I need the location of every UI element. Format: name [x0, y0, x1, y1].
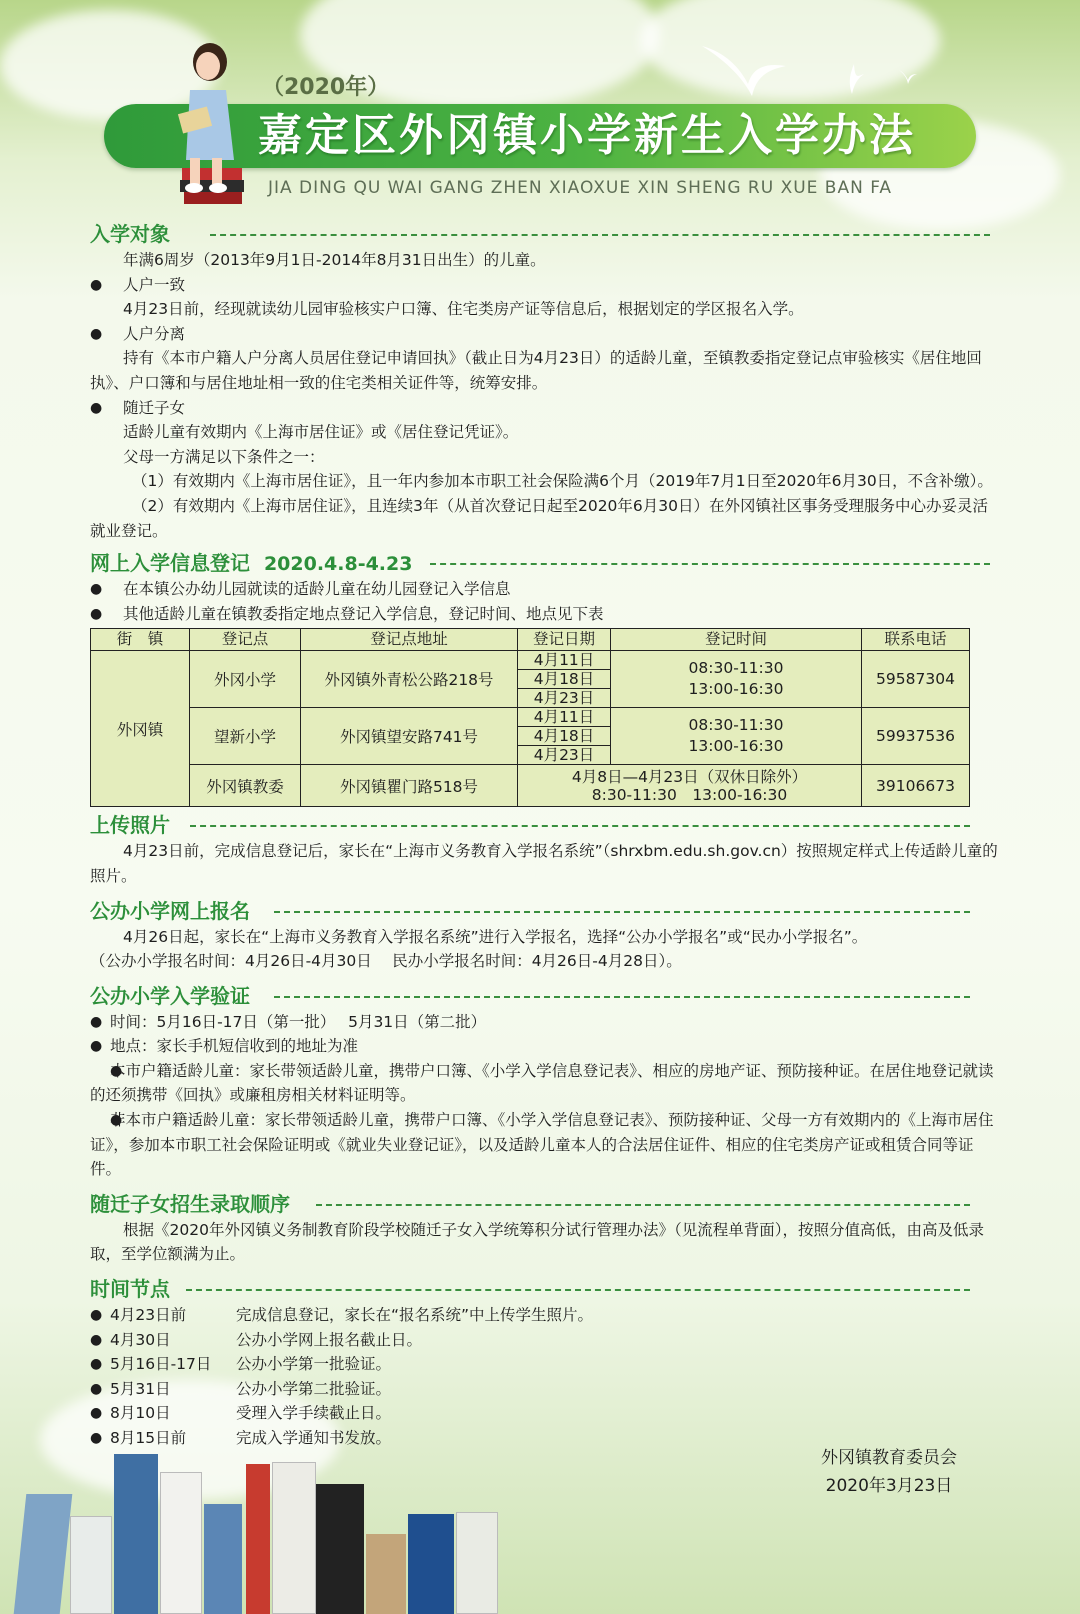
bird-icon [700, 40, 790, 100]
paragraph: （公办小学报名时间：4月26日-4月30日 民办小学报名时间：4月26日-4月28日）。 [90, 952, 682, 971]
table-cell: 4月18日 [518, 670, 611, 689]
paragraph: 4月26日起，家长在“上海市义务教育入学报名系统”进行入学报名，选择“公办小学报名”或“民办小学报名”。 [123, 927, 868, 946]
time-slot: 13:00-16:30 [688, 737, 784, 756]
table-cell: 外冈小学 [190, 651, 301, 708]
time-slot: 08:30-11:30 [688, 716, 784, 735]
table-cell-phone: 59587304 [862, 651, 970, 708]
dashed-divider [274, 996, 970, 998]
paragraph: （2）有效期内《上海市居住证》，且连续3年（从首次登记日起至2020年6月30日）在外冈镇社区事务受理服务中心办妥灵活就业登记。 [90, 496, 989, 540]
cloud-decoration [640, 0, 940, 100]
table-cell: 4月11日 [518, 651, 611, 670]
timeline-date: 8月10日 [110, 1404, 171, 1423]
book-illustration [160, 1472, 202, 1614]
timeline-row [90, 1377, 1000, 1402]
bullet-item: ● 人户分离 [90, 322, 1000, 347]
bullet-item: ● 非本市户籍适龄儿童：家长带领适龄儿童，携带户口簿、《小学入学信息登记表》、预防接种证、父母一方有效期内的《上海市居住证》，参加本市职工社会保险证明或《就业失业登记证》，以及适龄儿童本人的合法居住证件、相应的住宅类房产证或租赁合同等证件。 [90, 1108, 1000, 1182]
section-header-timeline [90, 1275, 1000, 1303]
book-illustration [272, 1462, 316, 1614]
dashed-divider [210, 234, 990, 236]
table-header-cell: 登记日期 [518, 629, 611, 651]
table-cell: 4月23日 [518, 689, 611, 708]
registration-table [90, 628, 970, 807]
table-cell-phone: 59937536 [862, 708, 970, 765]
book-illustration [14, 1494, 73, 1614]
page-title: 嘉定区外冈镇小学新生入学办法 [258, 110, 916, 161]
table-cell-town: 外冈镇 [91, 651, 190, 807]
section-title: 网上入学信息登记 [90, 551, 250, 576]
table-cell-time [611, 651, 862, 708]
book-illustration [114, 1454, 158, 1614]
book-illustration [246, 1464, 270, 1614]
table-row [91, 765, 970, 807]
section-title: 公办小学网上报名 [90, 898, 250, 923]
time-slot: 13:00-16:30 [688, 680, 784, 699]
book-illustration [70, 1516, 112, 1614]
paragraph: 根据《2020年外冈镇义务制教育阶段学校随迁子女入学统筹积分试行管理办法》（见流程单背面），按照分值高低，由高及低录取，至学位额满为止。 [90, 1220, 984, 1264]
bullet-item: ● 本市户籍适龄儿童：家长带领适龄儿童，携带户口簿、《小学入学信息登记表》、相应的房地产证、预防接种证。在居住地登记就读的还须携带《回执》或廉租房相关材料证明等。 [90, 1059, 1000, 1108]
timeline-text: 公办小学第一批验证。 [236, 1355, 392, 1374]
timeline-date: 4月23日前 [110, 1306, 187, 1325]
table-cell-phone: 39106673 [862, 765, 970, 807]
paragraph: 父母一方满足以下条件之一： [123, 447, 325, 466]
section-header-enrollment-targets [90, 220, 1000, 248]
table-cell: 外冈镇望安路741号 [301, 708, 518, 765]
table-header-cell: 登记点地址 [301, 629, 518, 651]
timeline-date: 8月15日前 [110, 1428, 187, 1447]
dashed-divider [316, 1204, 970, 1206]
table-cell: 望新小学 [190, 708, 301, 765]
issuing-organization: 外冈镇教育委员会 [821, 1448, 957, 1468]
timeline-date: 4月30日 [110, 1330, 171, 1349]
section-header-online-registration [90, 549, 1000, 577]
book-illustration [316, 1484, 364, 1614]
table-cell: 外冈镇教委 [190, 765, 301, 807]
paragraph: 适龄儿童有效期内《上海市居住证》或《居住登记凭证》。 [123, 423, 519, 442]
bullet-item: ● 其他适龄儿童在镇教委指定地点登记入学信息，登记时间、地点见下表 [90, 602, 1000, 627]
bullet-item: ● 人户一致 [90, 273, 1000, 298]
timeline-text: 受理入学手续截止日。 [236, 1404, 392, 1423]
table-header-cell: 登记点 [190, 629, 301, 651]
section-date: 2020.4.8-4.23 [263, 553, 413, 576]
paragraph: 持有《本市户籍人户分离人员居住登记申请回执》（截止日为4月23日）的适龄儿童，至镇教委指定登记点审验核实《居住地回执》、户口簿和与居住地址相一致的住宅类相关证件等，统筹安排。 [90, 349, 982, 392]
time-slot: 08:30-11:30 [688, 659, 784, 678]
section-title: 上传照片 [90, 813, 170, 838]
timeline-date: 5月16日-17日 [110, 1355, 212, 1374]
section-title: 随迁子女招生录取顺序 [90, 1191, 290, 1216]
timeline-text: 公办小学第二批验证。 [236, 1379, 392, 1398]
section-header-upload-photo [90, 811, 1000, 839]
section-title-wrap [90, 549, 422, 578]
bullet-item: ● 地点：家长手机短信收到的地址为准 [90, 1034, 1000, 1059]
timeline-text: 完成信息登记，家长在“报名系统”中上传学生照片。 [236, 1306, 594, 1325]
table-header-row [91, 629, 970, 651]
section-title: 时间节点 [90, 1277, 170, 1302]
paragraph: 4月23日前，完成信息登记后，家长在“上海市义务教育入学报名系统”（shrxbm.edu.sh.gov.cn）按照规定样式上传适龄儿童的照片。 [90, 842, 998, 885]
page-subtitle-pinyin: JIA DING QU WAI GANG ZHEN XIAOXUE XIN SHENG RU XUE BAN FA [268, 178, 893, 198]
dashed-divider [274, 911, 970, 913]
bird-icon [842, 62, 866, 96]
dashed-divider [190, 825, 970, 827]
table-header-cell: 街 镇 [91, 629, 190, 651]
book-illustration [366, 1534, 406, 1614]
section-header-online-application [90, 897, 1000, 925]
timeline-row [90, 1303, 1000, 1328]
table-cell: 4月11日 [518, 708, 611, 727]
section-title: 公办小学入学验证 [90, 983, 250, 1008]
table-cell-time [611, 708, 862, 765]
table-row [91, 708, 970, 727]
dashed-divider [186, 1289, 970, 1291]
merged-time-range: 8:30-11:30 13:00-16:30 [591, 785, 788, 804]
signature-block [804, 1444, 974, 1500]
bullet-item: ● 随迁子女 [90, 396, 1000, 421]
table-header-cell: 登记时间 [611, 629, 862, 651]
bullet-item: ● 在本镇公办幼儿园就读的适龄儿童在幼儿园登记入学信息 [90, 577, 1000, 602]
year-label: （2020年） [262, 75, 390, 100]
dashed-divider [430, 563, 990, 565]
section-title: 入学对象 [90, 222, 170, 246]
timeline-text: 公办小学网上报名截止日。 [236, 1330, 423, 1349]
table-cell: 外冈镇外青松公路218号 [301, 651, 518, 708]
book-illustration [204, 1504, 242, 1614]
section-header-admission-order [90, 1190, 1000, 1218]
timeline-row [90, 1352, 1000, 1377]
table-row [91, 651, 970, 670]
table-header-cell: 联系电话 [862, 629, 970, 651]
table-cell-merged [518, 765, 862, 807]
content-area [90, 216, 1000, 1450]
book-illustration [456, 1512, 498, 1614]
paragraph: 年满6周岁（2013年9月1日-2014年8月31日出生）的儿童。 [123, 251, 546, 269]
table-cell: 4月18日 [518, 727, 611, 746]
bullet-item: ● 时间：5月16日-17日（第一批） 5月31日（第二批） [90, 1010, 1000, 1035]
girl-reading-illustration [150, 40, 250, 210]
section-header-verification [90, 982, 1000, 1010]
table-cell: 4月23日 [518, 746, 611, 765]
issue-date: 2020年3月23日 [825, 1476, 953, 1496]
table-cell: 外冈镇瞿门路518号 [301, 765, 518, 807]
timeline-row [90, 1401, 1000, 1426]
timeline-text: 完成入学通知书发放。 [236, 1428, 392, 1447]
book-illustration [408, 1514, 454, 1614]
merged-date-range: 4月8日—4月23日（双休日除外） [571, 767, 808, 786]
bird-icon [898, 68, 918, 86]
timeline-date: 5月31日 [110, 1379, 171, 1398]
timeline-row [90, 1328, 1000, 1353]
paragraph: 4月23日前，经现就读幼儿园审验核实户口簿、住宅类房产证等信息后，根据划定的学区报名入学。 [123, 300, 804, 319]
paragraph: （1）有效期内《上海市居住证》，且一年内参加本市职工社会保险满6个月（2019年7月1日至2020年6月30日，不含补缴）。 [132, 472, 993, 491]
